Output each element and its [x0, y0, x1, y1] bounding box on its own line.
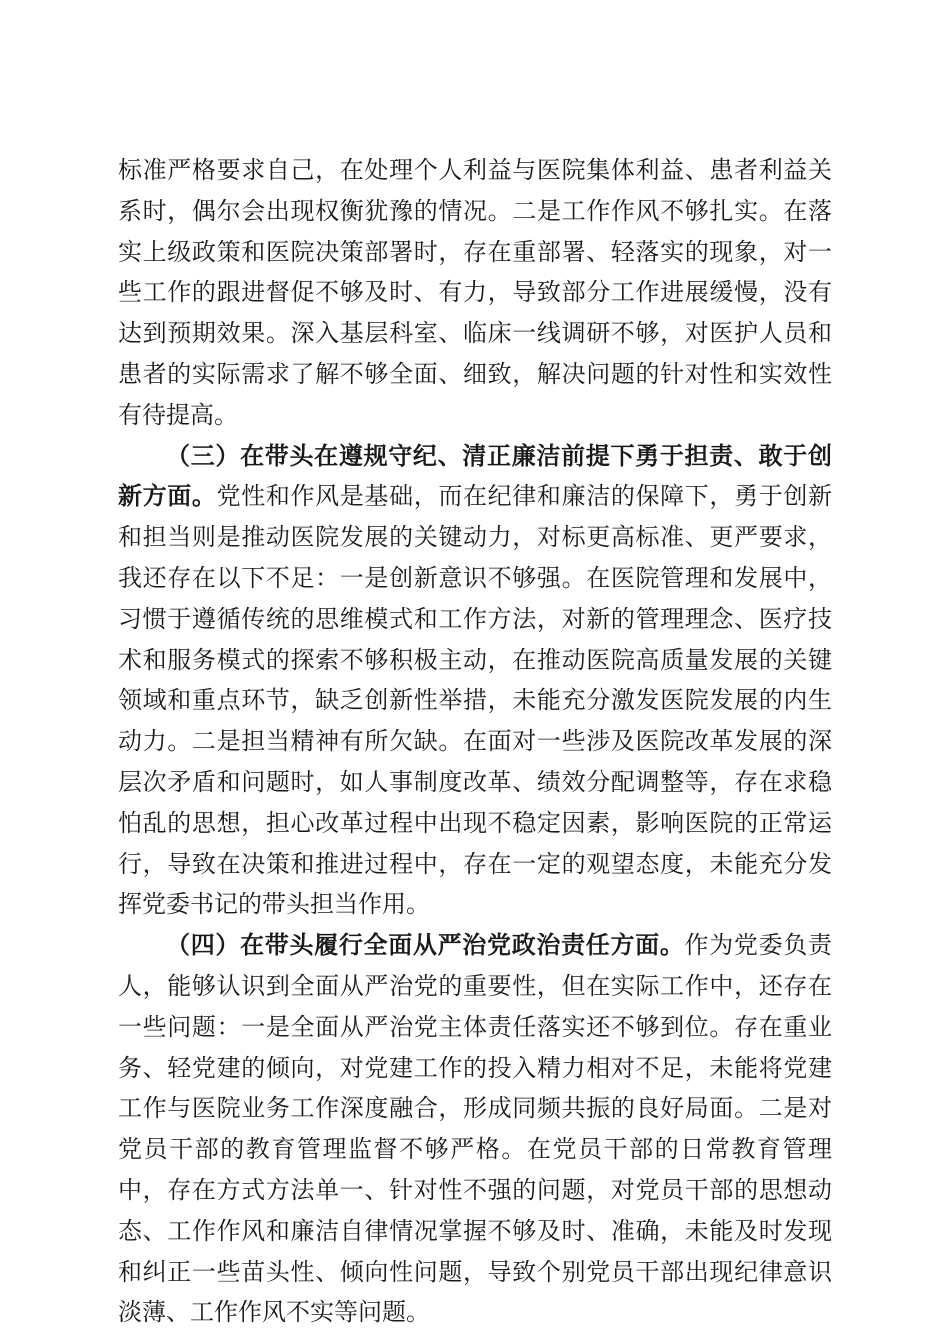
paragraph-text: 党性和作风是基础，而在纪律和廉洁的保障下，勇于创新和担当则是推动医院发展的关键动力，对标更高标准、更严要求，我还存在以下不足：一是创新意识不够强。在医院管理和发展中，习惯于遵循传统的思维模式和工作方法，对新的管理理念、医疗技术和服务模式的探索不够积极主动，在推动医院高质量发展的关键领域和重点环节，缺乏创新性举措，未能充分激发医院发展的内生动力。二是担当精神有所欠缺。在面对一些涉及医院改革发展的深层次矛盾和问题时，如人事制度改革、绩效分配调整等，存在求稳怕乱的思想，担心改革过程中出现不稳定因素，影响医院的正常运行，导致在决策和推进过程中，存在一定的观望态度，未能充分发挥党委书记的带头担当作用。: [118, 482, 833, 919]
paragraph-section-four: [118, 925, 832, 1333]
paragraph-text: 作为党委负责人，能够认识到全面从严治党的重要性，但在实际工作中，还存在一些问题：一是全面从严治党主体责任落实还不够到位。存在重业务、轻党建的倾向，对党建工作的投入精力相对不足，未能将党建工作与医院业务工作深度融合，形成同频共振的良好局面。二是对党员干部的教育管理监督不够严格。在党员干部的日常教育管理中，存在方式方法单一、针对性不强的问题，对党员干部的思想动态、工作作风和廉洁自律情况掌握不够及时、准确，未能及时发现和纠正一些苗头性、倾向性问题，导致个别党员干部出现纪律意识淡薄、工作作风不实等问题。: [118, 931, 833, 1327]
paragraph-text: 标准严格要求自己，在处理个人利益与医院集体利益、患者利益关系时，偶尔会出现权衡犹豫的情况。二是工作作风不够扎实。在落实上级政策和医院决策部署时，存在重部署、轻落实的现象，对一些工作的跟进督促不够及时、有力，导致部分工作进展缓慢，没有达到预期效果。深入基层科室、临床一线调研不够，对医护人员和患者的实际需求了解不够全面、细致，解决问题的针对性和实效性有待提高。: [118, 156, 832, 429]
section-heading-three: （三）在带头在遵规守纪、清正廉洁前提下勇于担责、敢于创新方面。: [118, 440, 832, 511]
document-page: [118, 150, 832, 1333]
paragraph-section-three: [118, 436, 832, 926]
paragraph-continuation: [118, 150, 832, 436]
section-heading-four: （四）在带头履行全面从严治党政治责任方面。: [166, 930, 685, 960]
